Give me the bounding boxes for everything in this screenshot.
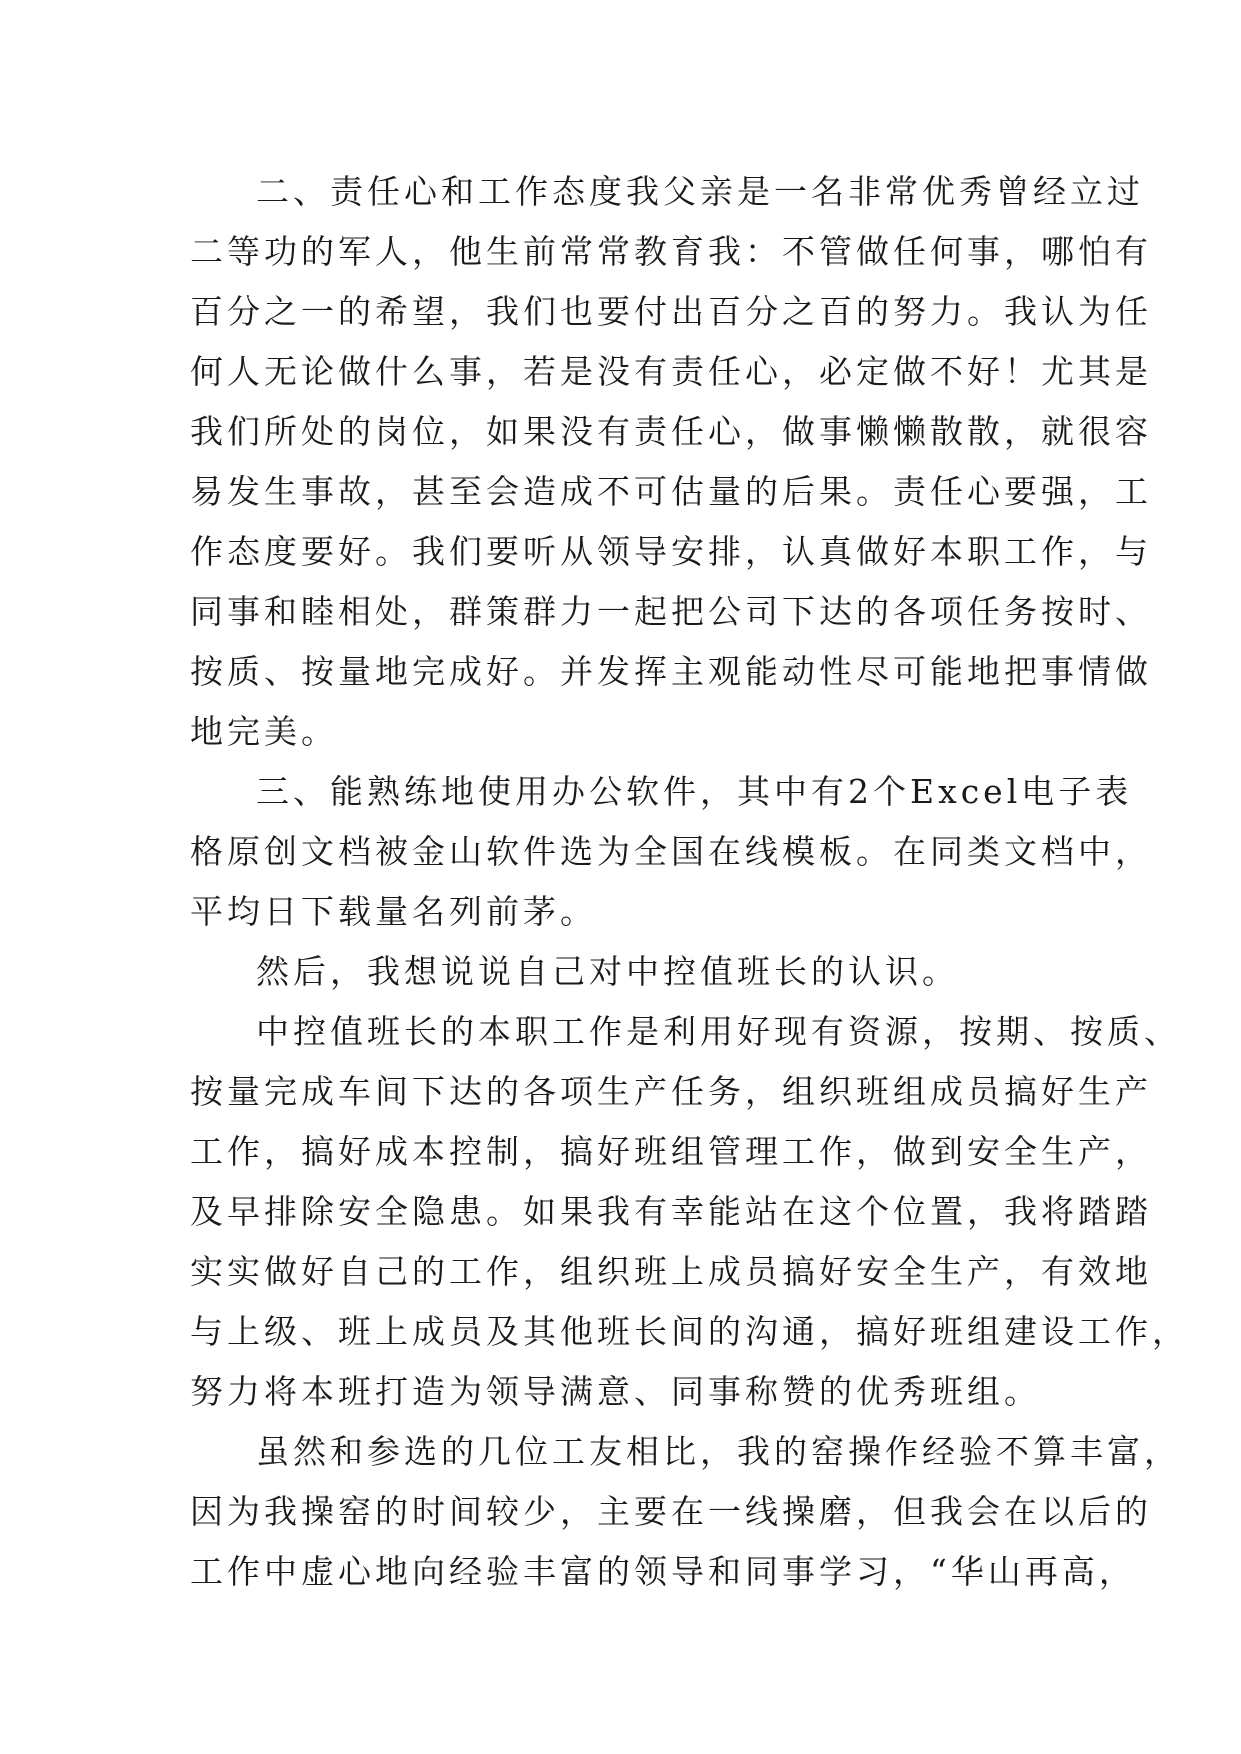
text-line: 及早排除安全隐患。如果我有幸能站在这个位置，我将踏踏 [190,1192,1152,1231]
text-line: 工作中虚心地向经验丰富的领导和同事学习，“华山再高， [190,1552,1136,1591]
text-line: 二、责任心和工作态度我父亲是一名非常优秀曾经立过 [256,172,1144,211]
text-line: 实实做好自己的工作，组织班上成员搞好安全生产，有效地 [190,1252,1152,1291]
text-line: 地完美。 [190,712,338,751]
text-line: 然后，我想说说自己对中控值班长的认识。 [256,952,959,991]
text-line: 按质、按量地完成好。并发挥主观能动性尽可能地把事情做 [190,652,1152,691]
text-line: 格原创文档被金山软件选为全国在线模板。在同类文档中， [190,832,1152,871]
text-line: 我们所处的岗位，如果没有责任心，做事懒懒散散，就很容 [190,412,1152,451]
text-line: 平均日下载量名列前茅。 [190,892,597,931]
text-line: 何人无论做什么事，若是没有责任心，必定做不好！尤其是 [190,352,1152,391]
document-body [190,162,1189,1602]
text-line: 中控值班长的本职工作是利用好现有资源，按期、按质、 [256,1012,1181,1051]
text-line: 同事和睦相处，群策群力一起把公司下达的各项任务按时、 [190,592,1152,631]
text-line: 易发生事故，甚至会造成不可估量的后果。责任心要强，工 [190,472,1152,511]
text-line: 与上级、班上成员及其他班长间的沟通，搞好班组建设工作， [190,1312,1189,1351]
text-line: 按量完成车间下达的各项生产任务，组织班组成员搞好生产 [190,1072,1152,1111]
text-line: 努力将本班打造为领导满意、同事称赞的优秀班组。 [190,1372,1041,1411]
text-line: 虽然和参选的几位工友相比，我的窑操作经验不算丰富， [256,1432,1181,1471]
text-line: 作态度要好。我们要听从领导安排，认真做好本职工作，与 [190,532,1152,571]
text-line: 百分之一的希望，我们也要付出百分之百的努力。我认为任 [190,292,1152,331]
text-line: 工作，搞好成本控制，搞好班组管理工作，做到安全生产， [190,1132,1152,1171]
text-line: 三、能熟练地使用办公软件，其中有2个Excel电子表 [256,772,1133,811]
text-line: 因为我操窑的时间较少，主要在一线操磨，但我会在以后的 [190,1492,1152,1531]
text-line: 二等功的军人，他生前常常教育我：不管做任何事，哪怕有 [190,232,1152,271]
